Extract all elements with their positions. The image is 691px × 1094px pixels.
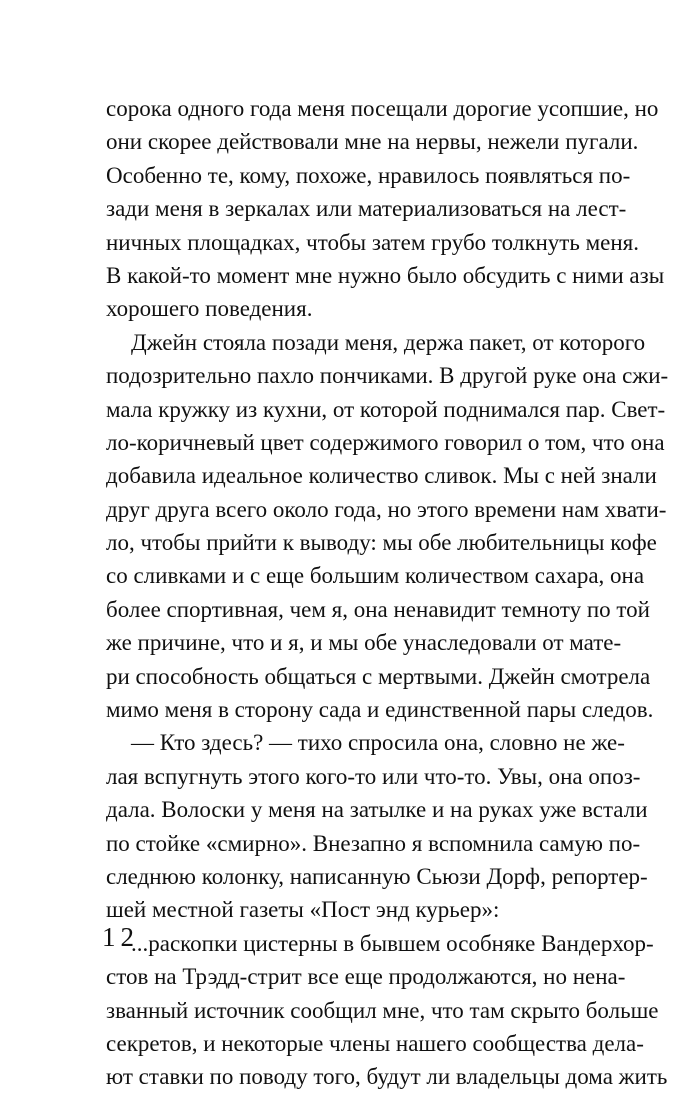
text-line: лая вспугнуть этого кого-то или что-то. Увы, она опоз- — [106, 763, 641, 789]
text-line: добавила идеальное количество сливок. Мы с ней знали — [106, 463, 657, 489]
text-line: ничных площадках, чтобы затем грубо толкнуть меня. — [106, 229, 639, 255]
paragraph — [106, 326, 669, 727]
text-line: мала кружку из кухни, от которой поднимался пар. Свет- — [106, 396, 666, 422]
text-line: шей местной газеты «Пост энд курьер»: — [106, 897, 500, 923]
text-line: ...раскопки цистерны в бывшем особняке Вандерхор- — [131, 930, 654, 956]
text-line: — Кто здесь? — тихо спросила она, словно не же- — [131, 730, 625, 756]
text-line: сорока одного года меня посещали дорогие усопшие, но — [106, 96, 659, 121]
text-line: по стойке «смирно». Внезапно я вспомнила самую по- — [106, 830, 641, 856]
text-line: ри способность общаться с мертвыми. Джейн смотрела — [106, 663, 651, 689]
text-line: В какой-то момент мне нужно было обсудить с ними азы — [106, 262, 665, 288]
page-body — [106, 92, 669, 1094]
text-line: следнюю колонку, написанную Сьюзи Дорф, репортер- — [106, 863, 648, 889]
text-line: дала. Волоски у меня на затылке и на руках уже встали — [106, 797, 648, 823]
text-line: друг друга всего около года, но этого времени нам хвати- — [106, 496, 667, 522]
text-line: званный источник сообщил мне, что там скрыто больше — [106, 997, 659, 1023]
page-number: 12 — [102, 922, 139, 952]
text-line: подозрительно пахло пончиками. В другой руке она сжи- — [106, 363, 669, 389]
paragraph — [106, 927, 668, 1094]
text-line: зади меня в зеркалах или материализоваться на лест- — [106, 196, 627, 222]
text-line: ют ставки по поводу того, будут ли владельцы дома жить — [106, 1064, 668, 1090]
text-line: же причине, что и я, и мы обе унаследовали от мате- — [106, 630, 622, 656]
text-line: мимо меня в сторону сада и единственной пары следов. — [106, 697, 654, 723]
text-line: хорошего поведения. — [106, 296, 313, 322]
text-line: со сливками и с еще большим количеством сахара, она — [106, 563, 645, 589]
text-line: секретов, и некоторые члены нашего сообщества дела- — [106, 1030, 644, 1056]
text-line: более спортивная, чем я, она ненавидит темноту по той — [106, 596, 650, 622]
text-line: стов на Трэдд-стрит все еще продолжаются, но нена- — [106, 964, 626, 990]
paragraph — [106, 92, 665, 326]
text-line: ло-коричневый цвет содержимого говорил о том, что она — [106, 429, 665, 455]
text-line: Особенно те, кому, похоже, нравилось появляться по- — [106, 162, 631, 188]
text-line: они скорее действовали мне на нервы, нежели пугали. — [106, 129, 639, 155]
text-line: ло, чтобы прийти к выводу: мы обе любительницы кофе — [106, 530, 657, 556]
paragraph — [106, 726, 648, 926]
text-line: Джейн стояла позади меня, держа пакет, от которого — [131, 329, 646, 355]
